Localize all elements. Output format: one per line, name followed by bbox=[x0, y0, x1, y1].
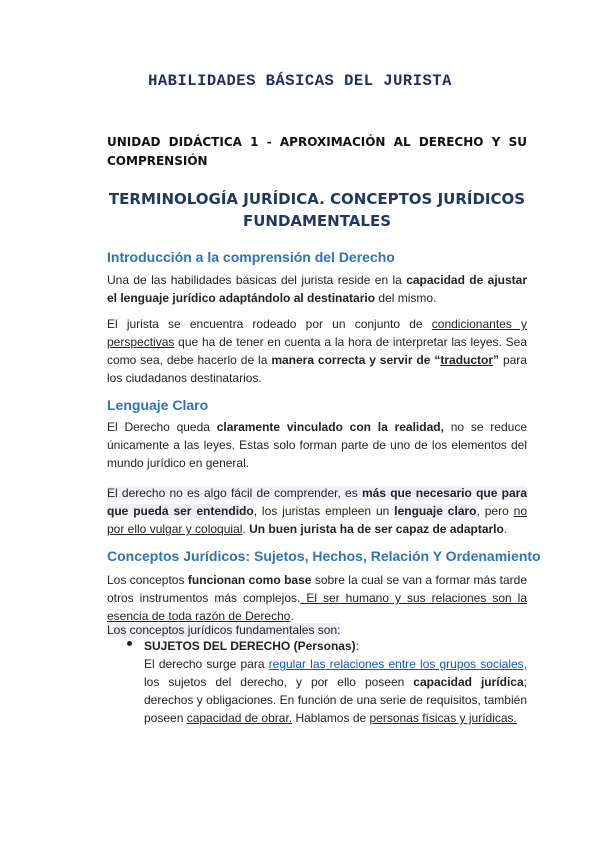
text: del mismo. bbox=[375, 291, 437, 305]
list-item-title: SUJETOS DEL DERECHO (Personas) bbox=[144, 639, 356, 653]
section-intro-title: Introducción a la comprensión del Derecho bbox=[107, 249, 395, 265]
claro-paragraph-1 bbox=[107, 418, 527, 472]
bold-text: ” bbox=[493, 353, 500, 367]
text: ; derechos y obligaciones. En función de una serie de requisitos, también poseen bbox=[144, 675, 527, 725]
text: . bbox=[290, 609, 294, 623]
bold-text: claramente vinculado con la realidad, bbox=[216, 420, 444, 434]
text: para los ciudadanos destinatarios. bbox=[107, 353, 527, 385]
bold-text: más que necesario que para que pueda ser entendido bbox=[107, 486, 527, 518]
text: El jurista se encuentra rodeado por un conjunto de bbox=[107, 317, 432, 331]
text: los sujetos del derecho, y por ello poseen bbox=[144, 675, 414, 689]
text: , los juristas empleen un bbox=[253, 504, 395, 518]
text: . bbox=[503, 522, 508, 536]
text: que ha de tener en cuenta a la hora de interpretar las leyes. Sea como sea, debe hacerlo de la bbox=[107, 335, 527, 367]
bold-text: funcionan como base bbox=[187, 573, 312, 587]
unit-line-1: UNIDAD DIDÁCTICA 1 - APROXIMACIÓN AL DERECHO Y SU bbox=[107, 135, 527, 149]
link-text[interactable]: regular las relaciones entre los grupos sociales, bbox=[268, 657, 527, 671]
intro-paragraph-1 bbox=[107, 271, 527, 307]
unit-subtitle bbox=[107, 133, 527, 171]
topic-heading bbox=[107, 188, 527, 232]
bold-text: Un buen jurista ha de ser capaz de adaptarlo bbox=[249, 522, 504, 536]
unit-line-2: COMPRENSIÓN bbox=[107, 154, 208, 168]
text: sobre la cual se van a formar más tarde otros instrumentos más complejos. bbox=[107, 573, 528, 605]
bold-text: manera correcta y servir de “ bbox=[271, 353, 441, 367]
underlined-text: capacidad de obrar. bbox=[186, 711, 293, 725]
intro-paragraph-2 bbox=[107, 315, 527, 387]
underlined-text: no por ello vulgar y coloquial bbox=[107, 504, 527, 536]
text: El Derecho queda bbox=[107, 420, 217, 434]
text: Los conceptos bbox=[107, 573, 188, 587]
bold-text: capacidad jurídica bbox=[413, 675, 524, 689]
text: no se reduce únicamente a las leyes. Estas solo forman parte de uno de los elementos del mundo jurídico en general. bbox=[107, 420, 527, 470]
conceptos-paragraph-1 bbox=[107, 571, 527, 625]
list-item bbox=[144, 637, 527, 727]
bold-text: lenguaje claro bbox=[394, 504, 477, 518]
bold-underlined-text: traductor bbox=[440, 353, 494, 367]
document-title: HABILIDADES BÁSICAS DEL JURISTA bbox=[148, 72, 452, 90]
text: Hablamos de bbox=[292, 711, 370, 725]
text: , pero bbox=[476, 504, 514, 518]
topic-heading-line-1: TERMINOLOGÍA JURÍDICA. CONCEPTOS JURÍDICOS bbox=[108, 190, 526, 208]
underlined-text: personas físicas y jurídicas. bbox=[369, 711, 517, 725]
bullet-icon bbox=[127, 640, 135, 648]
text: Una de las habilidades básicas del jurista reside en la bbox=[107, 273, 407, 287]
text: . bbox=[242, 522, 250, 536]
text: : bbox=[355, 639, 359, 653]
section-claro-title: Lenguaje Claro bbox=[107, 397, 209, 413]
section-conceptos-title: Conceptos Jurídicos: Sujetos, Hechos, Relación Y Ordenamiento bbox=[107, 548, 541, 564]
highlighted-text: Los conceptos jurídicos fundamentales son: bbox=[107, 623, 341, 637]
text: El derecho surge para bbox=[144, 657, 269, 671]
underlined-text: El ser humano y sus relaciones son la esencia de toda razón de Derecho bbox=[107, 591, 527, 623]
highlighted-text: El derecho no es algo fácil de comprender, es bbox=[107, 486, 362, 500]
bold-text: capacidad de ajustar el lenguaje jurídico adaptándolo al destinatario bbox=[107, 273, 527, 305]
topic-heading-line-2: FUNDAMENTALES bbox=[242, 212, 392, 230]
claro-paragraph-2 bbox=[107, 484, 527, 538]
underlined-text: condicionantes y perspectivas bbox=[107, 317, 527, 349]
